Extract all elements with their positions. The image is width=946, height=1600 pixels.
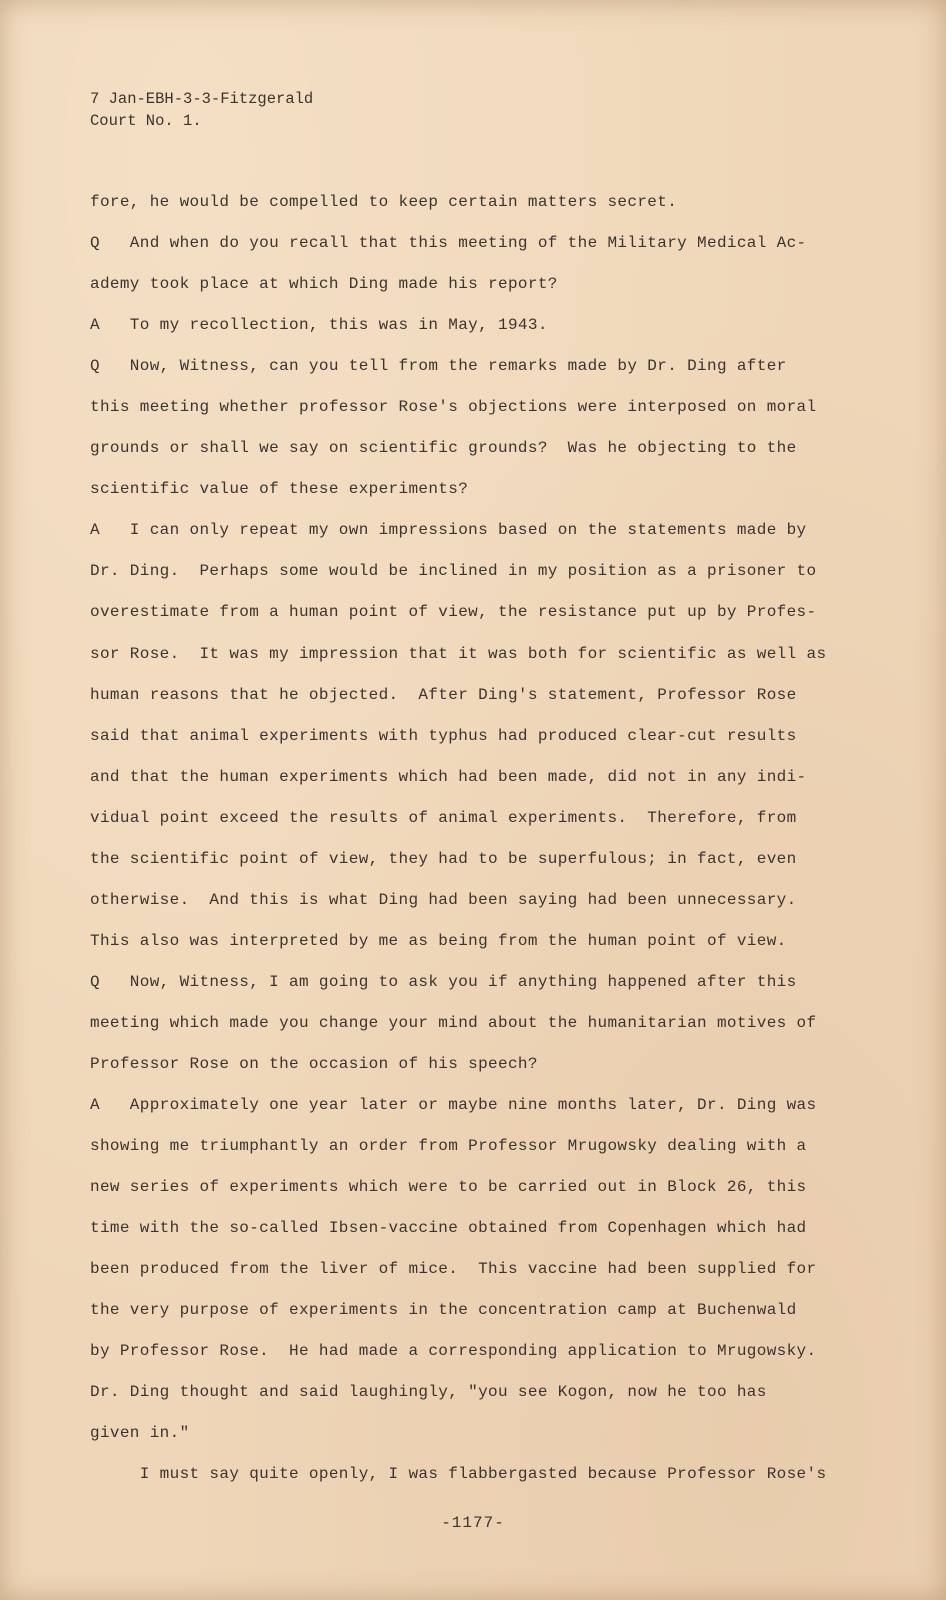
text-line: otherwise. And this is what Ding had been saying had been unnecessary. — [90, 890, 797, 909]
text-line: showing me triumphantly an order from Professor Mrugowsky dealing with a — [90, 1137, 807, 1156]
text-line: overestimate from a human point of view, the resistance put up by Profes- — [90, 603, 817, 622]
text-line: Professor Rose on the occasion of his speech? — [90, 1054, 538, 1073]
text-line: Q Now, Witness, can you tell from the remarks made by Dr. Ding after — [90, 357, 787, 376]
text-line: grounds or shall we say on scientific grounds? Was he objecting to the — [90, 439, 797, 458]
text-line: sor Rose. It was my impression that it was both for scientific as well as — [90, 644, 827, 663]
text-line: ademy took place at which Ding made his report? — [90, 275, 558, 294]
text-line: This also was interpreted by me as being from the human point of view. — [90, 931, 787, 950]
header-session-line: 7 Jan-EBH-3-3-Fitzgerald — [90, 90, 314, 108]
text-line: said that animal experiments with typhus had produced clear-cut results — [90, 726, 797, 745]
text-line: I must say quite openly, I was flabbergasted because Professor Rose's — [90, 1465, 827, 1484]
text-line: new series of experiments which were to be carried out in Block 26, this — [90, 1178, 807, 1197]
text-line: meeting which made you change your mind about the humanitarian motives of — [90, 1013, 817, 1032]
text-line: and that the human experiments which had been made, did not in any indi- — [90, 767, 807, 786]
text-line: Dr. Ding. Perhaps some would be inclined in my position as a prisoner to — [90, 562, 817, 581]
text-line: vidual point exceed the results of animal experiments. Therefore, from — [90, 808, 797, 827]
text-line: Q And when do you recall that this meeting of the Military Medical Ac- — [90, 234, 807, 253]
text-line: given in." — [90, 1424, 190, 1443]
text-line: this meeting whether professor Rose's objections were interposed on moral — [90, 398, 817, 417]
text-line: human reasons that he objected. After Ding's statement, Professor Rose — [90, 685, 797, 704]
transcript-body — [90, 189, 850, 1503]
document-header — [90, 88, 313, 132]
text-line: A To my recollection, this was in May, 1943. — [90, 316, 548, 335]
text-line: the very purpose of experiments in the concentration camp at Buchenwald — [90, 1301, 797, 1320]
text-line: fore, he would be compelled to keep certain matters secret. — [90, 193, 678, 211]
page-number: -1177- — [441, 1514, 505, 1532]
text-line: scientific value of these experiments? — [90, 480, 469, 499]
header-court-line: Court No. 1. — [90, 112, 202, 130]
text-line: Q Now, Witness, I am going to ask you if anything happened after this — [90, 972, 797, 991]
text-line: the scientific point of view, they had to be superfulous; in fact, even — [90, 849, 797, 868]
text-line: been produced from the liver of mice. This vaccine had been supplied for — [90, 1260, 817, 1279]
text-line: A I can only repeat my own impressions based on the statements made by — [90, 521, 807, 540]
text-line: by Professor Rose. He had made a corresponding application to Mrugowsky. — [90, 1342, 817, 1361]
text-line: Dr. Ding thought and said laughingly, "you see Kogon, now he too has — [90, 1383, 767, 1402]
text-line: A Approximately one year later or maybe nine months later, Dr. Ding was — [90, 1096, 817, 1115]
text-line: time with the so-called Ibsen-vaccine obtained from Copenhagen which had — [90, 1219, 807, 1238]
